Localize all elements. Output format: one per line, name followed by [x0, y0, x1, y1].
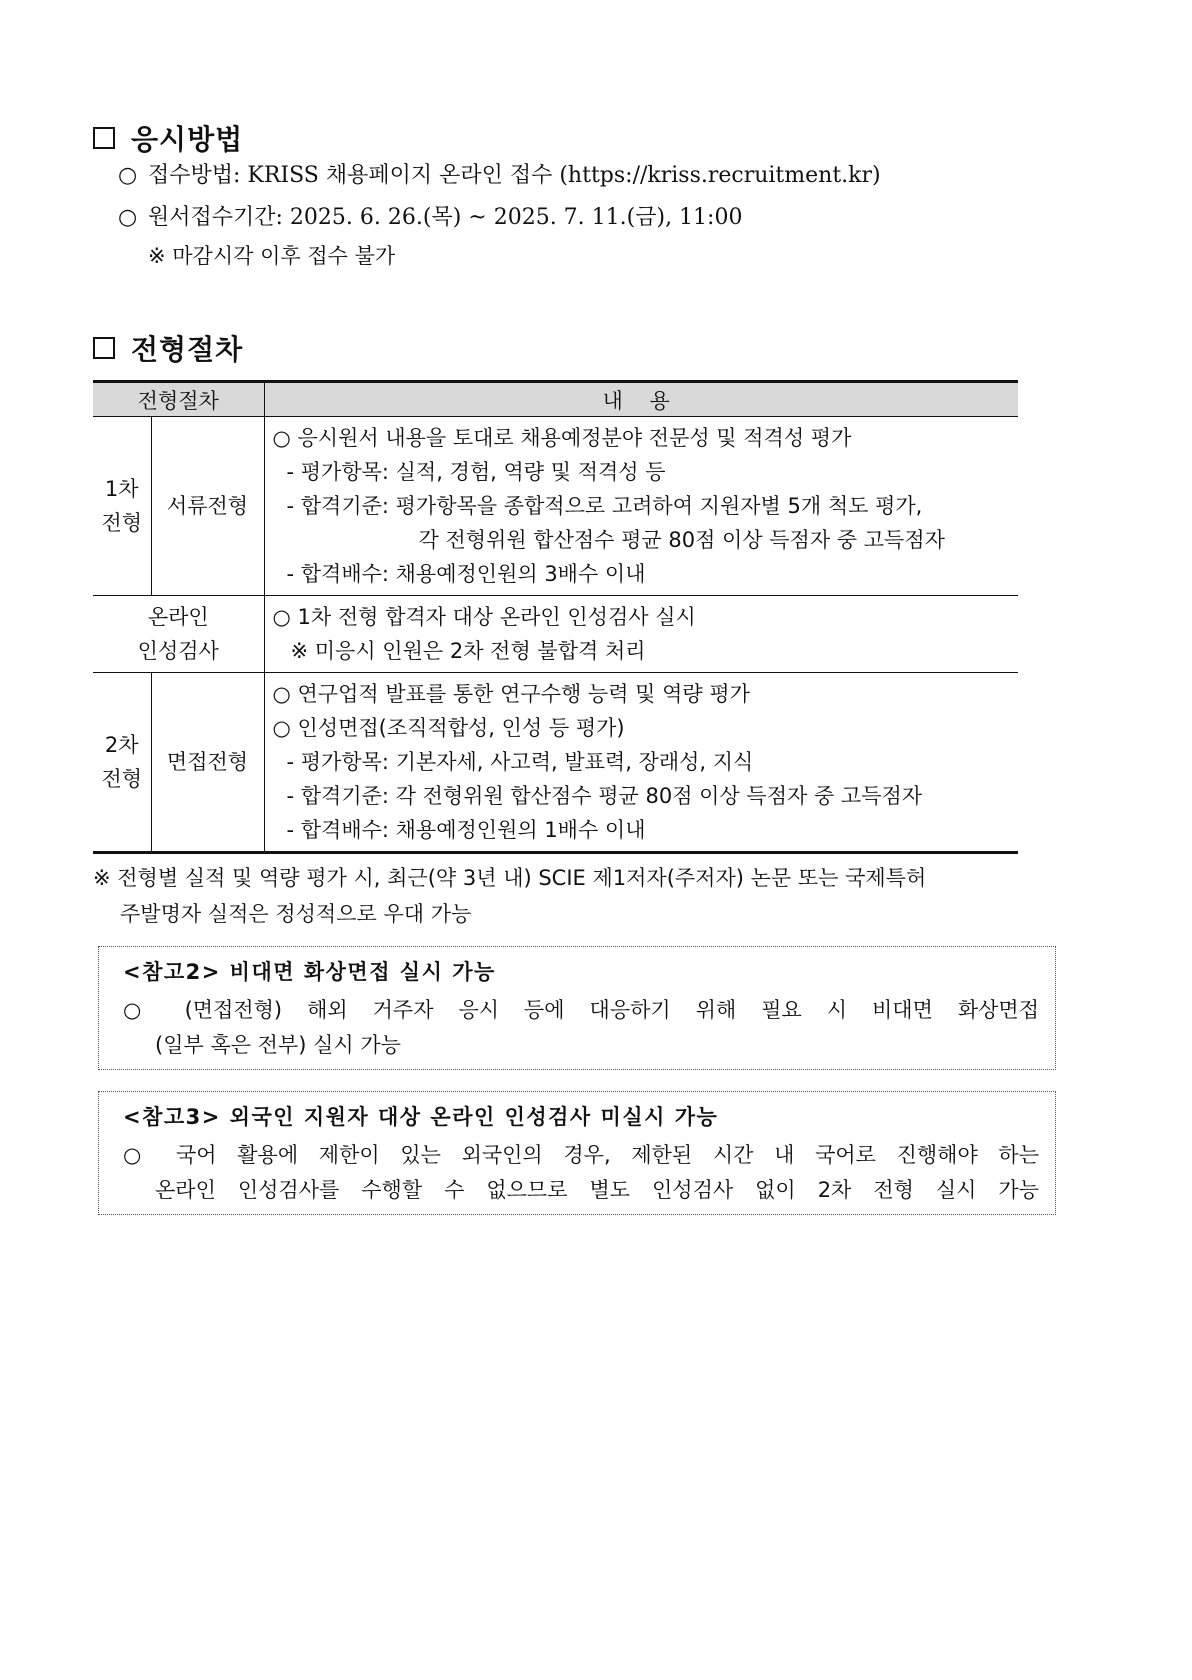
procedure-table	[93, 380, 1018, 854]
section-title: 전형절차	[131, 333, 244, 366]
column-header: 내 용	[264, 382, 1018, 417]
sub-stage-cell: 서류전형	[151, 417, 264, 596]
content-cell	[264, 673, 1018, 853]
content-line: ○ 응시원서 내용을 토대로 채용예정분야 전문성 및 적격성 평가	[272, 426, 852, 450]
content-cell	[264, 596, 1018, 673]
content-line: ※ 미응시 인원은 2차 전형 불합격 처리	[290, 639, 646, 663]
content-line: - 합격기준: 각 전형위원 합산점수 평균 80점 이상 득점자 중 고득점자	[286, 784, 923, 808]
box-line: ○ (면접전형) 해외 거주자 응시 등에 대응하기 위해 필요 시 비대면 화상면접	[123, 998, 1039, 1022]
footnote-line: ※ 전형별 실적 및 역량 평가 시, 최근(약 3년 내) SCIE 제1저자(주저자) 논문 또는 국제특허	[93, 866, 927, 890]
content-line: - 합격기준: 평가항목을 종합적으로 고려하여 지원자별 5개 척도 평가,	[286, 494, 923, 518]
section-heading-application-method	[93, 118, 243, 158]
table-row	[93, 673, 1018, 853]
reference-box-3	[98, 1091, 1056, 1215]
content-line: ○ 인성면접(조직적합성, 인성 등 평가)	[272, 716, 625, 740]
box-line: ○ 국어 활용에 제한이 있는 외국인의 경우, 제한된 시간 내 국어로 진행해야 하는	[123, 1143, 1039, 1167]
stage-cell: 온라인 인성검사	[93, 596, 264, 673]
content-line: 각 전형위원 합산점수 평균 80점 이상 득점자 중 고득점자	[418, 528, 945, 552]
content-line: ○ 1차 전형 합격자 대상 온라인 인성검사 실시	[272, 605, 696, 629]
content-line: - 평가항목: 실적, 경험, 역량 및 적격성 등	[286, 460, 666, 484]
content-line: - 합격배수: 채용예정인원의 3배수 이내	[286, 562, 646, 586]
checkbox-square-icon	[93, 127, 115, 149]
section-heading-selection-procedure	[93, 328, 243, 368]
footnote-line: 주발명자 실적은 정성적으로 우대 가능	[120, 902, 472, 926]
column-header: 전형절차	[93, 382, 264, 417]
box-line: 온라인 인성검사를 수행할 수 없으므로 별도 인성검사 없이 2차 전형 실시 가능	[155, 1178, 1039, 1202]
content-line: ○ 연구업적 발표를 통한 연구수행 능력 및 역량 평가	[272, 682, 750, 706]
reference-box-2	[98, 946, 1056, 1070]
deadline-note: ※ 마감시각 이후 접수 불가	[148, 244, 396, 268]
content-line: - 합격배수: 채용예정인원의 1배수 이내	[286, 818, 646, 842]
table-row	[93, 596, 1018, 673]
box-title: <참고2> 비대면 화상면접 실시 가능	[123, 960, 496, 984]
table-header-row	[93, 382, 1018, 417]
box-title: <참고3> 외국인 지원자 대상 온라인 인성검사 미실시 가능	[123, 1105, 719, 1129]
list-item: ○ 접수방법: KRISS 채용페이지 온라인 접수 (https://kriss.recruitment.kr)	[118, 163, 881, 188]
section-title: 응시방법	[131, 123, 244, 156]
circle-bullet-icon: ○	[118, 163, 138, 188]
content-cell	[264, 417, 1018, 596]
stage-cell: 2차 전형	[93, 673, 151, 853]
list-item: ○ 원서접수기간: 2025. 6. 26.(목) ~ 2025. 7. 11.(금), 11:00	[118, 205, 743, 230]
circle-bullet-icon: ○	[118, 205, 138, 230]
table-row	[93, 417, 1018, 596]
checkbox-square-icon	[93, 337, 115, 359]
box-line: (일부 혹은 전부) 실시 가능	[155, 1033, 401, 1057]
sub-stage-cell: 면접전형	[151, 673, 264, 853]
content-line: - 평가항목: 기본자세, 사고력, 발표력, 장래성, 지식	[286, 750, 754, 774]
stage-cell: 1차 전형	[93, 417, 151, 596]
